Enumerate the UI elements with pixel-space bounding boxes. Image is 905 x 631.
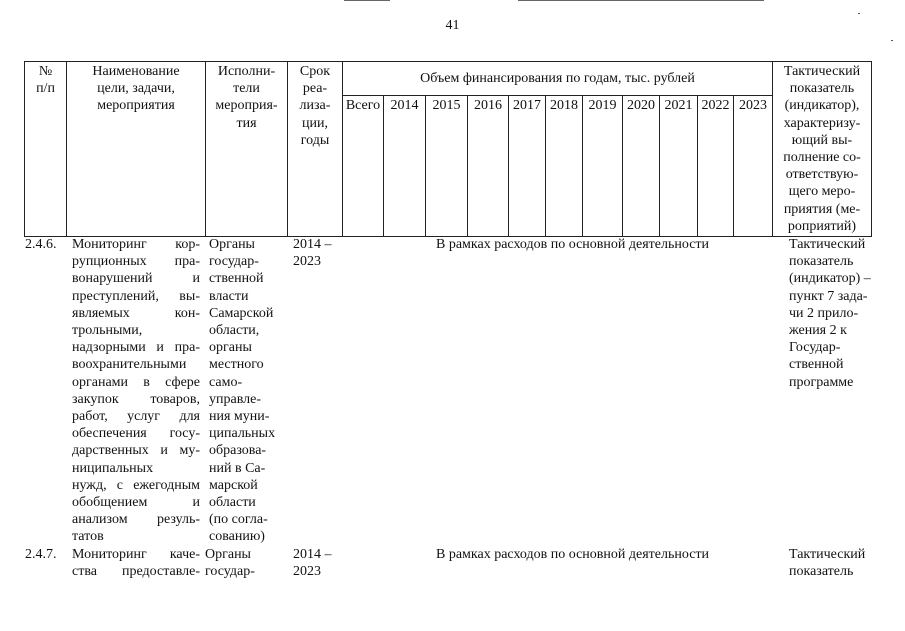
indicator-line: пункт 7 зада-: [789, 288, 868, 304]
exec-line: области,: [209, 323, 260, 339]
term-line: 2014 –: [293, 547, 332, 562]
header-year: 2021: [660, 95, 698, 236]
indicator-line: программе: [789, 374, 854, 390]
name-line: Мониторинг кор-: [72, 237, 200, 252]
exec-line: области: [209, 495, 256, 511]
scan-speck: [891, 40, 893, 41]
term-line: 2023: [293, 564, 321, 580]
indicator-line: жения 2 к: [789, 323, 847, 339]
name-line: являемых кон-: [72, 305, 200, 321]
name-line: надзорными и пра-: [72, 340, 200, 356]
exec-line: ципальных: [209, 426, 276, 442]
exec-line: органы: [209, 340, 252, 356]
name-line: Мониторинг каче-: [72, 547, 200, 562]
term-line: 2014 –: [293, 237, 332, 252]
name-line: нужд, с ежегодным: [72, 477, 200, 493]
indicator-line: показатель: [789, 564, 854, 580]
exec-line: марской: [209, 477, 258, 493]
indicator-line: Тактический: [789, 547, 866, 562]
header-year: 2017: [509, 95, 546, 236]
exec-line: Самарской: [209, 305, 274, 321]
exec-line: ния муни-: [209, 409, 270, 425]
page-number: 41: [445, 18, 460, 33]
exec-line: ственной: [209, 271, 264, 287]
header-year: 2015: [426, 95, 468, 236]
row-indicator: [789, 546, 889, 580]
scan-speck: [858, 13, 860, 14]
indicator-line: показатель: [789, 254, 854, 270]
row-number: 2.4.6.: [25, 237, 57, 252]
header-year: 2022: [698, 95, 734, 236]
header-table: [24, 61, 872, 237]
header-name: Наименование цели, задачи, мероприятия: [67, 62, 206, 237]
name-line: рупционных пра-: [72, 254, 200, 270]
row-name: [72, 236, 200, 546]
exec-line: государ-: [205, 564, 255, 580]
header-total: Всего: [343, 95, 384, 236]
indicator-line: Тактический: [789, 237, 866, 252]
scan-edge-line-right: [518, 0, 764, 1]
header-year: 2019: [583, 95, 623, 236]
name-line: обеспечения госу-: [72, 426, 200, 442]
name-line: ства предоставле-: [72, 564, 200, 580]
indicator-line: ственной: [789, 357, 844, 373]
indicator-line: (индикатор) –: [789, 271, 871, 287]
name-line: татов: [72, 529, 104, 545]
exec-line: само-: [209, 374, 243, 390]
exec-line: власти: [209, 288, 249, 304]
header-year: 2023: [734, 95, 773, 236]
name-line: ниципальных: [72, 460, 154, 476]
row-number: 2.4.7.: [25, 547, 57, 562]
header-num: № п/п: [25, 62, 67, 237]
row-term: [293, 236, 345, 270]
exec-line: местного: [209, 357, 264, 373]
row-term: [293, 546, 345, 580]
name-line: дарственных и му-: [72, 443, 200, 459]
header-funding: Объем финансирования по годам, тыс. рублей: [343, 62, 773, 96]
header-year: 2016: [468, 95, 509, 236]
indicator-line: Государ-: [789, 340, 841, 356]
exec-line: (по согла-: [209, 512, 268, 528]
header-year: 2014: [384, 95, 426, 236]
row-executors: [205, 546, 289, 580]
name-line: обобщением и: [72, 495, 200, 511]
exec-line: Органы: [205, 547, 251, 562]
scan-edge-line-left: [344, 0, 390, 1]
name-line: анализом резуль-: [72, 512, 200, 528]
name-line: органами в сфере: [72, 374, 200, 390]
exec-line: образова-: [209, 443, 267, 459]
indicator-line: чи 2 прило-: [789, 305, 859, 321]
name-line: воохранительными: [72, 357, 187, 373]
exec-line: ний в Са-: [209, 460, 266, 476]
name-line: преступлений, вы-: [72, 288, 200, 304]
name-line: вонарушений и: [72, 271, 200, 287]
row-name: [72, 546, 200, 580]
exec-line: государ-: [209, 254, 259, 270]
exec-line: управле-: [209, 391, 261, 407]
exec-line: сованию): [209, 529, 265, 545]
header-year: 2018: [546, 95, 583, 236]
term-line: 2023: [293, 254, 321, 270]
name-line: работ, услуг для: [72, 409, 200, 425]
header-executors: Исполни- тели мероприя- тия: [206, 62, 288, 237]
row-executors: [209, 236, 289, 546]
row-funding-note: В рамках расходов по основной деятельности: [436, 237, 710, 252]
name-line: закупок товаров,: [72, 391, 200, 407]
header-term: Срок реа- лиза- ции, годы: [288, 62, 343, 237]
name-line: трольными,: [72, 323, 143, 339]
row-indicator: [789, 236, 889, 391]
header-year: 2020: [623, 95, 660, 236]
row-funding-note: В рамках расходов по основной деятельности: [436, 547, 710, 562]
exec-line: Органы: [209, 237, 255, 252]
header-indicator: Тактический показатель (индикатор), характеризу- ющий вы- полнение со- ответствую- щего меро- приятия (ме- роприятий): [773, 62, 872, 237]
